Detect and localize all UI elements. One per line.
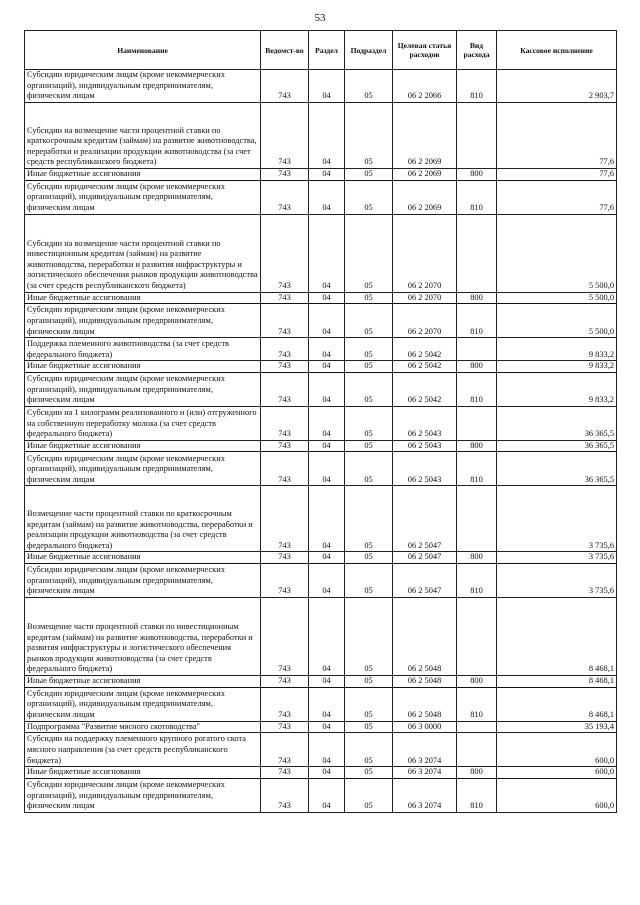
- row-amount: 2 903,7: [497, 70, 617, 103]
- row-subsection: 05: [345, 452, 393, 486]
- row-department: 743: [261, 304, 309, 338]
- row-name: Возмещение части процентной ставки по краткосрочным кредитам (займам) на развитие животноводства, переработки и реализации продукции животноводства (за счет средств федерального бюджета): [25, 486, 261, 552]
- row-subsection: 05: [345, 372, 393, 406]
- row-target-item: 06 2 2070: [393, 292, 457, 304]
- row-section: 04: [309, 767, 345, 779]
- row-amount: 600,0: [497, 733, 617, 767]
- row-subsection: 05: [345, 406, 393, 440]
- row-target-item: 06 2 2069: [393, 103, 457, 169]
- row-target-item: 06 3 0000: [393, 721, 457, 733]
- row-subsection: 05: [345, 361, 393, 373]
- row-department: 743: [261, 597, 309, 675]
- row-amount: 9 833,2: [497, 361, 617, 373]
- row-subsection: 05: [345, 214, 393, 292]
- row-expense-type: 800: [457, 361, 497, 373]
- row-department: 743: [261, 214, 309, 292]
- row-section: 04: [309, 70, 345, 103]
- row-subsection: 05: [345, 563, 393, 597]
- row-name: Субсидии на поддержку племенного крупного рогатого скота мясного направления (за счет средств республиканского бюджета): [25, 733, 261, 767]
- row-expense-type: [457, 214, 497, 292]
- row-department: 743: [261, 452, 309, 486]
- row-section: 04: [309, 675, 345, 687]
- row-name: Субсидии на возмещение части процентной ставки по краткосрочным кредитам (займам) на развитие животноводства, переработки и реализации продукции животноводства (за счет средств республиканского бюджета): [25, 103, 261, 169]
- row-amount: 5 500,0: [497, 214, 617, 292]
- row-name: Иные бюджетные ассигнования: [25, 169, 261, 181]
- table-row: [25, 70, 617, 103]
- table-row: [25, 372, 617, 406]
- table-row: [25, 338, 617, 361]
- row-expense-type: 800: [457, 440, 497, 452]
- row-amount: 600,0: [497, 778, 617, 812]
- row-amount: 8 468,1: [497, 597, 617, 675]
- row-section: 04: [309, 406, 345, 440]
- row-expense-type: [457, 721, 497, 733]
- row-department: 743: [261, 406, 309, 440]
- row-department: 743: [261, 372, 309, 406]
- table-body: [25, 70, 617, 813]
- row-expense-type: [457, 406, 497, 440]
- row-name: Иные бюджетные ассигнования: [25, 552, 261, 564]
- row-target-item: 06 2 5048: [393, 675, 457, 687]
- row-subsection: 05: [345, 721, 393, 733]
- row-section: 04: [309, 452, 345, 486]
- row-name: Субсидии юридическим лицам (кроме некоммерческих организаций), индивидуальным предпринимателям, физическим лицам: [25, 687, 261, 721]
- table-row: [25, 486, 617, 552]
- row-subsection: 05: [345, 180, 393, 214]
- row-subsection: 05: [345, 597, 393, 675]
- table-row: [25, 767, 617, 779]
- row-subsection: 05: [345, 733, 393, 767]
- row-expense-type: 800: [457, 767, 497, 779]
- row-department: 743: [261, 361, 309, 373]
- row-target-item: 06 3 2074: [393, 767, 457, 779]
- row-subsection: 05: [345, 338, 393, 361]
- table-row: [25, 304, 617, 338]
- row-target-item: 06 2 5042: [393, 361, 457, 373]
- row-section: 04: [309, 169, 345, 181]
- row-name: Субсидии юридическим лицам (кроме некоммерческих организаций), индивидуальным предпринимателям, физическим лицам: [25, 304, 261, 338]
- row-name: Субсидии юридическим лицам (кроме некоммерческих организаций), индивидуальным предпринимателям, физическим лицам: [25, 372, 261, 406]
- table-row: [25, 552, 617, 564]
- row-target-item: 06 2 2069: [393, 180, 457, 214]
- row-section: 04: [309, 778, 345, 812]
- row-department: 743: [261, 180, 309, 214]
- column-header-name: Наименование: [25, 31, 261, 70]
- page-number: 53: [314, 12, 326, 24]
- row-name: Подпрограмма "Развитие мясного скотоводства": [25, 721, 261, 733]
- row-name: Поддержка племенного животноводства (за счет средств федерального бюджета): [25, 338, 261, 361]
- row-amount: 77,6: [497, 169, 617, 181]
- table-row: [25, 406, 617, 440]
- row-name: Субсидии юридическим лицам (кроме некоммерческих организаций), индивидуальным предпринимателям, физическим лицам: [25, 452, 261, 486]
- row-expense-type: [457, 338, 497, 361]
- table-row: [25, 675, 617, 687]
- row-department: 743: [261, 292, 309, 304]
- row-subsection: 05: [345, 767, 393, 779]
- row-amount: 36 365,5: [497, 406, 617, 440]
- table-row: [25, 214, 617, 292]
- row-name: Иные бюджетные ассигнования: [25, 767, 261, 779]
- row-subsection: 05: [345, 169, 393, 181]
- row-amount: 600,0: [497, 767, 617, 779]
- row-expense-type: 810: [457, 70, 497, 103]
- row-target-item: 06 2 5047: [393, 552, 457, 564]
- row-subsection: 05: [345, 103, 393, 169]
- row-expense-type: 810: [457, 180, 497, 214]
- row-target-item: 06 2 2070: [393, 304, 457, 338]
- table-row: [25, 563, 617, 597]
- row-section: 04: [309, 292, 345, 304]
- row-expense-type: 810: [457, 304, 497, 338]
- row-amount: 9 833,2: [497, 338, 617, 361]
- row-expense-type: [457, 103, 497, 169]
- table-row: [25, 597, 617, 675]
- column-header-cash-execution: Кассовое исполнение: [497, 31, 617, 70]
- column-header-section: Раздел: [309, 31, 345, 70]
- table-row: [25, 452, 617, 486]
- row-expense-type: 810: [457, 563, 497, 597]
- row-expense-type: 800: [457, 552, 497, 564]
- row-expense-type: 800: [457, 675, 497, 687]
- table-row: [25, 687, 617, 721]
- row-section: 04: [309, 338, 345, 361]
- row-expense-type: [457, 597, 497, 675]
- row-expense-type: [457, 733, 497, 767]
- row-target-item: 06 2 5042: [393, 338, 457, 361]
- row-subsection: 05: [345, 687, 393, 721]
- table-row: [25, 778, 617, 812]
- column-header-subsection: Подраздел: [345, 31, 393, 70]
- row-subsection: 05: [345, 292, 393, 304]
- row-name: Субсидии на возмещение части процентной ставки по инвестиционным кредитам (займам) на развитие животноводства, переработки и развития инфраструктуры и логистического обеспечения рынков продукции животноводства (за счет средств республиканского бюджета): [25, 214, 261, 292]
- row-name: Субсидии юридическим лицам (кроме некоммерческих организаций), индивидуальным предпринимателям, физическим лицам: [25, 180, 261, 214]
- row-department: 743: [261, 103, 309, 169]
- table-row: [25, 292, 617, 304]
- row-target-item: 06 2 2070: [393, 214, 457, 292]
- row-section: 04: [309, 721, 345, 733]
- table-row: [25, 361, 617, 373]
- row-amount: 5 500,0: [497, 304, 617, 338]
- row-amount: 3 735,6: [497, 486, 617, 552]
- row-department: 743: [261, 733, 309, 767]
- row-section: 04: [309, 563, 345, 597]
- row-name: Возмещение части процентной ставки по инвестиционным кредитам (займам) на развитие животноводства, переработки и развития инфраструктуры и логистического обеспечения рынков продукции животноводства (за счет средств федерального бюджета): [25, 597, 261, 675]
- row-target-item: 06 2 2066: [393, 70, 457, 103]
- row-amount: 8 468,1: [497, 675, 617, 687]
- row-amount: 36 365,5: [497, 452, 617, 486]
- row-amount: 3 735,6: [497, 552, 617, 564]
- row-expense-type: [457, 486, 497, 552]
- row-department: 743: [261, 563, 309, 597]
- row-amount: 8 468,1: [497, 687, 617, 721]
- row-section: 04: [309, 361, 345, 373]
- row-target-item: 06 2 5043: [393, 406, 457, 440]
- table-row: [25, 733, 617, 767]
- row-section: 04: [309, 214, 345, 292]
- row-department: 743: [261, 721, 309, 733]
- row-expense-type: 800: [457, 169, 497, 181]
- row-section: 04: [309, 597, 345, 675]
- row-subsection: 05: [345, 778, 393, 812]
- row-target-item: 06 3 2074: [393, 778, 457, 812]
- row-department: 743: [261, 70, 309, 103]
- row-section: 04: [309, 733, 345, 767]
- row-amount: 77,6: [497, 103, 617, 169]
- row-amount: 5 500,0: [497, 292, 617, 304]
- row-name: Иные бюджетные ассигнования: [25, 292, 261, 304]
- row-subsection: 05: [345, 70, 393, 103]
- table-row: [25, 180, 617, 214]
- row-section: 04: [309, 552, 345, 564]
- row-subsection: 05: [345, 304, 393, 338]
- row-name: Иные бюджетные ассигнования: [25, 361, 261, 373]
- header-row: [25, 31, 617, 70]
- row-subsection: 05: [345, 440, 393, 452]
- table-row: [25, 103, 617, 169]
- row-section: 04: [309, 180, 345, 214]
- row-section: 04: [309, 440, 345, 452]
- row-amount: 36 365,5: [497, 440, 617, 452]
- row-department: 743: [261, 338, 309, 361]
- row-target-item: 06 2 5042: [393, 372, 457, 406]
- row-department: 743: [261, 169, 309, 181]
- row-name: Субсидии юридическим лицам (кроме некоммерческих организаций), индивидуальным предпринимателям, физическим лицам: [25, 563, 261, 597]
- table-row: [25, 440, 617, 452]
- row-section: 04: [309, 103, 345, 169]
- row-target-item: 06 2 5048: [393, 597, 457, 675]
- row-name: Иные бюджетные ассигнования: [25, 440, 261, 452]
- row-subsection: 05: [345, 486, 393, 552]
- row-department: 743: [261, 486, 309, 552]
- budget-table: [24, 30, 617, 813]
- row-target-item: 06 2 5048: [393, 687, 457, 721]
- row-amount: 3 735,6: [497, 563, 617, 597]
- row-target-item: 06 2 5043: [393, 440, 457, 452]
- row-section: 04: [309, 304, 345, 338]
- column-header-expense-type: Вид расхода: [457, 31, 497, 70]
- column-header-target-item: Целевая статья расходов: [393, 31, 457, 70]
- row-subsection: 05: [345, 675, 393, 687]
- row-target-item: 06 2 2069: [393, 169, 457, 181]
- row-target-item: 06 2 5047: [393, 486, 457, 552]
- row-target-item: 06 2 5047: [393, 563, 457, 597]
- row-name: Субсидии юридическим лицам (кроме некоммерческих организаций), индивидуальным предпринимателям, физическим лицам: [25, 70, 261, 103]
- row-expense-type: 810: [457, 372, 497, 406]
- row-expense-type: 810: [457, 687, 497, 721]
- row-department: 743: [261, 778, 309, 812]
- row-department: 743: [261, 440, 309, 452]
- row-amount: 77,6: [497, 180, 617, 214]
- row-department: 743: [261, 767, 309, 779]
- row-expense-type: 810: [457, 452, 497, 486]
- row-department: 743: [261, 552, 309, 564]
- row-target-item: 06 3 2074: [393, 733, 457, 767]
- row-expense-type: 800: [457, 292, 497, 304]
- table-row: [25, 721, 617, 733]
- row-expense-type: 810: [457, 778, 497, 812]
- row-section: 04: [309, 687, 345, 721]
- row-department: 743: [261, 675, 309, 687]
- row-amount: 35 193,4: [497, 721, 617, 733]
- row-name: Субсидии на 1 килограмм реализованного и (или) отгруженного на собственную переработку молока (за счет средств федерального бюджета): [25, 406, 261, 440]
- row-section: 04: [309, 372, 345, 406]
- row-name: Субсидии юридическим лицам (кроме некоммерческих организаций), индивидуальным предпринимателям, физическим лицам: [25, 778, 261, 812]
- row-amount: 9 833,2: [497, 372, 617, 406]
- row-name: Иные бюджетные ассигнования: [25, 675, 261, 687]
- row-target-item: 06 2 5043: [393, 452, 457, 486]
- row-department: 743: [261, 687, 309, 721]
- column-header-department: Ведомст-во: [261, 31, 309, 70]
- row-section: 04: [309, 486, 345, 552]
- row-subsection: 05: [345, 552, 393, 564]
- table-row: [25, 169, 617, 181]
